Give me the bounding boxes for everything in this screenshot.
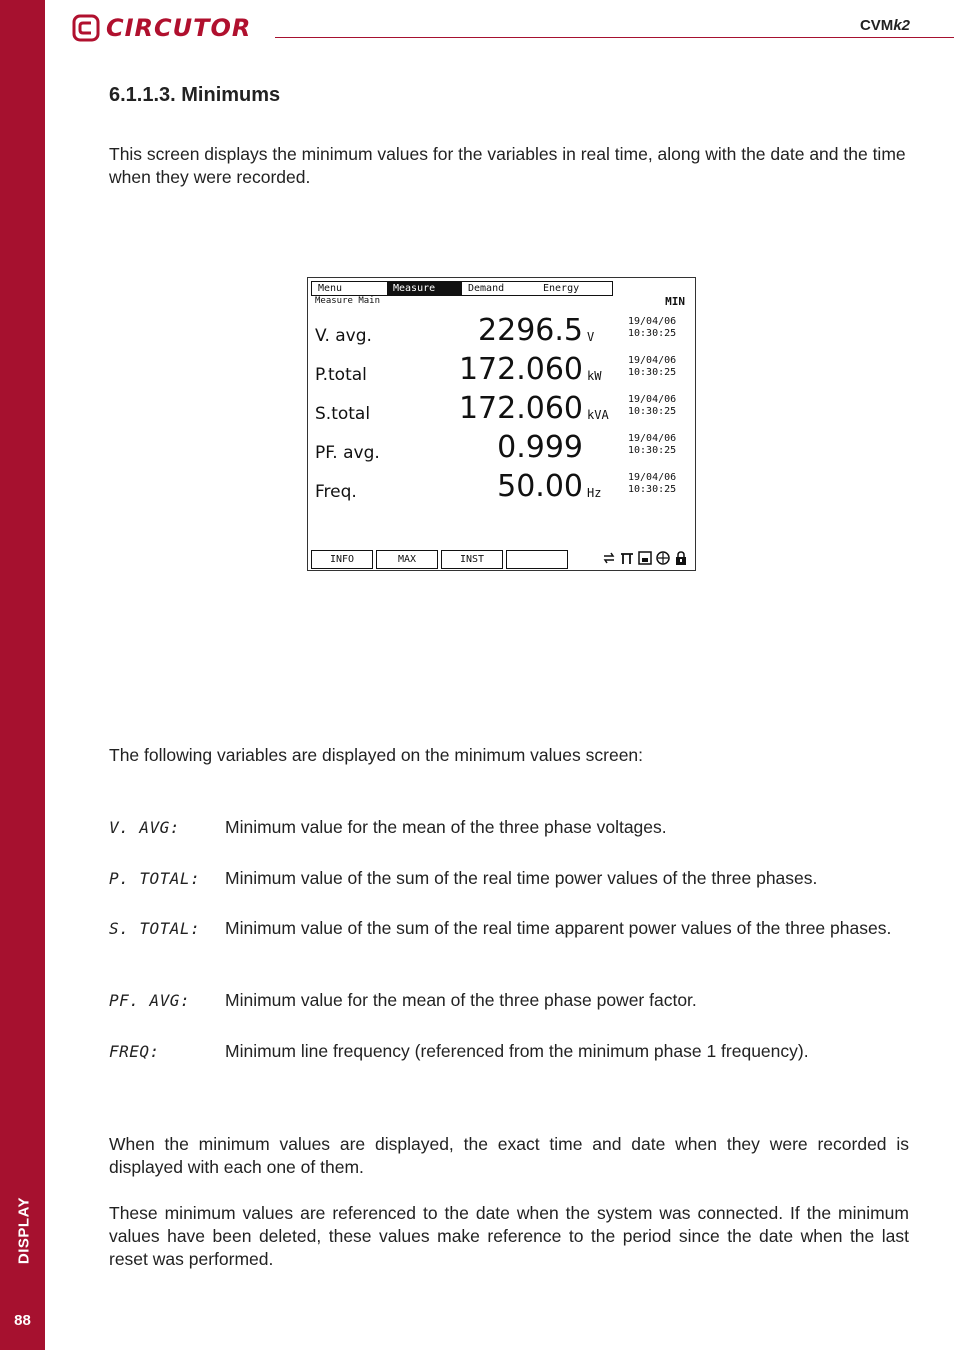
measure-unit: V [587,330,595,344]
paragraph-timestamps: When the minimum values are displayed, the exact time and date when they were recorded is displayed with each one of them. [109,1134,909,1177]
intro-paragraph: This screen displays the minimum values for the variables in real time, along with the date and the time when they were recorded. [109,144,906,187]
tab-bar [311,281,613,296]
definition-desc: Minimum value of the sum of the real time power values of the three phases. [225,868,818,888]
measure-label: S.total [315,404,371,424]
model-name: CVMk2 [859,17,910,34]
info-button[interactable]: INFO [311,550,373,569]
variables-intro: The following variables are displayed on the minimum values screen: [109,745,644,765]
brand-name: CIRCUTOR [106,14,252,42]
max-button[interactable]: MAX [376,550,438,569]
measure-row [308,470,697,508]
measure-value: 2296.5 [478,313,583,348]
tab-energy[interactable]: Energy [543,283,580,294]
timestamp: 19/04/06 10:30:25 [628,433,677,456]
definition-desc: Minimum value for the mean of the three phase power factor. [225,990,697,1010]
breadcrumb: Measure Main [315,296,381,306]
definition-term: P. TOTAL: [109,869,201,888]
measure-value: 172.060 [458,352,583,387]
section-label: DISPLAY [15,1196,33,1265]
section-title: 6.1.1.3. Minimums [109,84,281,106]
measure-unit: Hz [587,486,602,500]
timestamp: 19/04/06 10:30:25 [628,316,677,339]
device-screen [307,277,696,571]
definition-term: V. AVG: [109,818,180,837]
measure-row [308,353,697,391]
measure-row [308,392,697,430]
brand-logo [72,12,251,44]
sync-icon [601,550,617,566]
circutor-logo-icon [72,14,100,42]
definition-desc: Minimum line frequency (referenced from the minimum phase 1 frequency). [225,1041,809,1061]
function-keys [311,550,568,569]
measure-label: V. avg. [315,326,372,346]
blank-button[interactable] [506,550,568,569]
tab-demand[interactable]: Demand [468,283,505,294]
measure-label: Freq. [315,482,357,502]
gear-icon [655,550,671,566]
measure-value: 50.00 [497,469,583,504]
measure-unit: kVA [587,408,609,422]
measure-label: PF. avg. [315,443,380,463]
paragraph-reference: These minimum values are referenced to the date when the system was connected. If the minimum values have been deleted, these values make reference to the period since the date when the last reset was performed. [109,1203,909,1269]
measure-value: 0.999 [497,430,583,465]
header-rule [275,37,954,38]
measure-label: P.total [315,365,367,385]
measure-row [308,314,697,352]
definition-term: S. TOTAL: [109,919,201,938]
timestamp: 19/04/06 10:30:25 [628,394,677,417]
measure-row [308,431,697,469]
measure-unit: kW [587,369,602,383]
inst-button[interactable]: INST [441,550,503,569]
mode-label: MIN [665,295,685,308]
measure-value: 172.060 [458,391,583,426]
definition-desc: Minimum value for the mean of the three phase voltages. [225,817,667,837]
status-icons [601,550,689,566]
lock-icon [673,550,689,566]
tab-menu[interactable]: Menu [318,283,343,294]
memory-icon [637,550,653,566]
plug-icon [619,550,635,566]
definition-term: PF. AVG: [109,991,191,1010]
sidebar [0,0,45,1350]
tab-measure[interactable]: Measure [387,282,462,295]
definition-desc: Minimum value of the sum of the real time apparent power values of the three phases. [225,918,892,938]
timestamp: 19/04/06 10:30:25 [628,472,677,495]
definition-term: FREQ: [109,1042,160,1061]
page-number: 88 [14,1312,31,1329]
timestamp: 19/04/06 10:30:25 [628,355,677,378]
